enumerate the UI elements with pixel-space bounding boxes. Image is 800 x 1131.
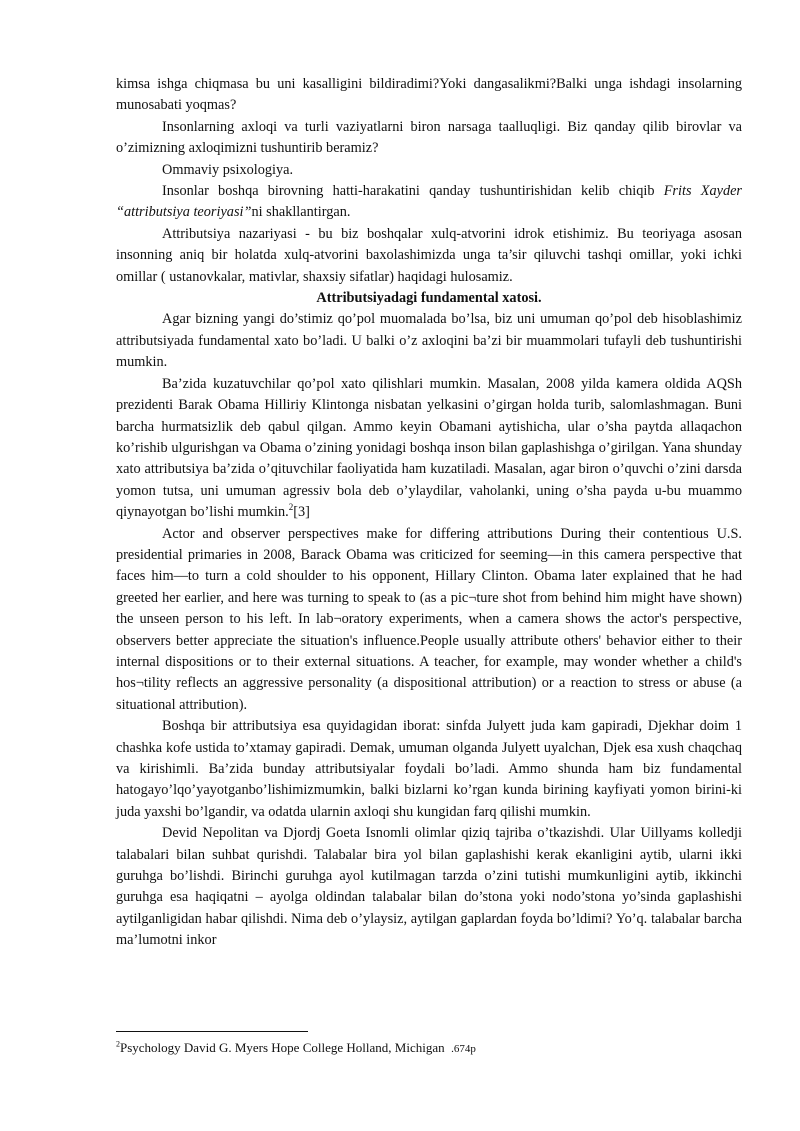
paragraph-4-text: Insonlar boshqa birovning hatti-harakatini qanday tushuntirishidan kelib chiqib (162, 183, 655, 200)
paragraph-2: Insonlarning axloqi va turli vaziyatlarni biron narsaga taalluqligi. Biz qanday qilib birovlar va o’zimizning axloqimizni tushuntirib beramiz? (116, 118, 742, 157)
citation-ref: [3] (293, 504, 310, 521)
paragraph-5: Attributsiya nazariyasi - bu biz boshqalar xulq-atvorini idrok etishimiz. Bu teoriyaga asosan insonning aniq bir holatda xulq-atvorini baxolashimizda unga ta’sir qiluvchi tashqi omillar, yoki ichki omillar ( ustanovkalar, mativlar, shaxsiy sifatlar) haqidagi hulosamiz. (116, 225, 742, 285)
paragraph-7 (116, 374, 742, 524)
paragraph-10: Devid Nepolitan va Djordj Goeta Isnomli olimlar qiziq tajriba o’tkazishdi. Ular Uillyams kolledji talabalari bilan suhbat qurishdi. Talabalar bira yol bilan gaplashishi kerak ekanligini aytib, ularni ikki guruhga bo’lishdi. Birinchi guruhga ayol kutilmagan tarzda o’zini tutishi mumkunligini aytib, ikkinchi guruhga esa haqiqatni – ayolga oldindan talabalar bilan do’stona yoki nodo’stona yo’sinda gaplashishi aytilganligidan habar qilishdi. Nima deb o’ylaysiz, aytilgan gaplardan foyda bo’ldimi? Yo’q. talabalar barcha ma’lumotni inkor (116, 825, 742, 949)
paragraph-4-end: ni shakllantirgan. (251, 204, 351, 221)
paragraph-8: Actor and observer perspectives make for differing attributions During their contentious U.S. presidential primaries in 2008, Barack Obama was criticized for seeming—in this camera perspective that faces him—to turn a cold shoulder to his opponent, Hillary Clinton. Obama later explained that he had greeted her earlier, and here was turning to speak to (as a pic¬ture shot from behind him might have shown) the unseen person to his left. In lab¬oratory experiments, when a camera shows the actor's perspective, observers better appreciate the situation's influence.People usually attribute others' behavior either to their internal dispositions or to their external situations. A teacher, for example, may wonder whether a child's hos¬tility reflects an aggressive personality (a dispositional attribution) or a reaction to stress or abuse (a situational attribution). (116, 525, 742, 713)
section-heading: Attributsiyadagi fundamental xatosi. (316, 290, 542, 307)
footnote (116, 1039, 742, 1058)
paragraph-9: Boshqa bir attributsiya esa quyidagidan iborat: sinfda Julyett juda kam gapiradi, Djekhar doim 1 chashka kofe ustida to’xtamay gapiradi. Demak, umuman olganda Julyett uyalchan, Djek esa xush chaqchaq va kirishimli. Ba’zida bunday attributsiyalar foydali bo’ladi. Ammo shunda ham biz fundamental hatogayo’lqo’yayotganbo’lishimizmumkin, balki bizlarni ko’rgan kunda birining kayfiyati yomon birini-ki juda yaxshi bo’lgandir, va odatda ularnin axloqi shu kungidan farq qilishi mumkin. (116, 718, 742, 820)
footnote-page: .674p (451, 1043, 476, 1055)
paragraph-6: Agar bizning yangi do’stimiz qo’pol muomalada bo’lsa, biz uni umuman qo’pol deb hisoblashimiz attributsiyada fundamental xato bo’ladi. U balki o’z axloqini ba’zi bir muammolari tufayli deb tushuntirishi mumkin. (116, 311, 742, 371)
footnote-marker[interactable]: 2 (288, 502, 294, 513)
footnote-text: Psychology David G. Myers Hope College Holland, Michigan (120, 1040, 445, 1055)
paragraph-7-text: Ba’zida kuzatuvchilar qo’pol xato qilishlari mumkin. Masalan, 2008 yilda kamera oldida AQSh prezidenti Barak Obama Hilliriy Klintonga nisbatan yelkasini o’girgan holda turib, salomlashmagan. Buni barcha hurmatsizlik deb qabul qilgan. Ammo keyin Obamani aytishicha, ular o’sha paytda allaqachon ko’rishib ulgurishgan va Obama o’zining yonidagi boshqa inson bilan gaplashishga o’girilgan. Yana shunday xato attributsiya ba’zida o’qituvchilar faoliyatida ham kuzatiladi. Masalan, agar biron o’quvchi o’zini darsda yomon tutsa, uni umuman agressiv bola deb o’ylaydilar, vaholanki, uning o’sha payda u-bu muammo qiynayotgan bo’lishi mumkin. (116, 375, 742, 521)
footnote-divider (116, 1031, 308, 1032)
paragraph-3: Ommaviy psixologiya. (162, 161, 294, 178)
paragraph-1: kimsa ishga chiqmasa bu uni kasalligini bildiradimi?Yoki dangasalikmi?Balki unga ishdagi insolarning munosabati yoqmas? (116, 76, 742, 114)
paragraph-4 (116, 181, 742, 224)
footnote-number: 2 (116, 1039, 120, 1049)
author-name: Frits Xayder (663, 183, 743, 200)
theory-name: “attributsiya teoriyasi” (116, 204, 252, 221)
body-text (116, 74, 742, 952)
